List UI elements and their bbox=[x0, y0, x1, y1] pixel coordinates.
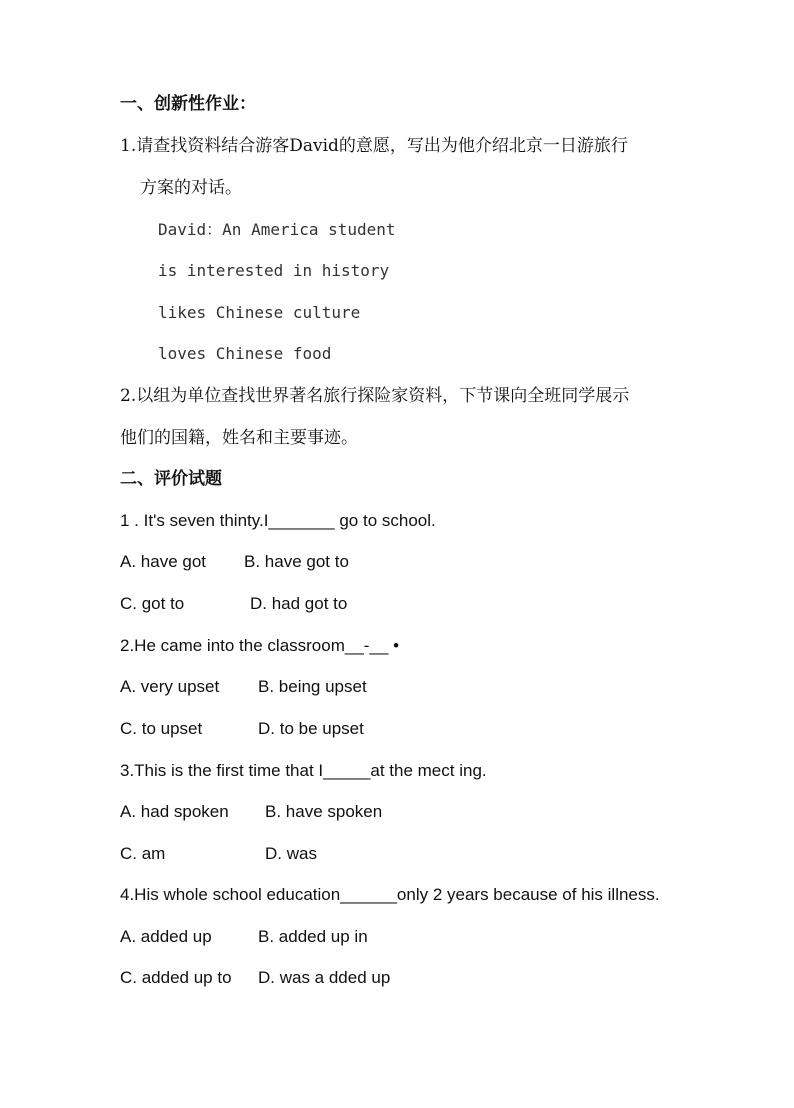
task1-line1: 1.请查找资料结合游客David的意愿，写出为他介绍北京一日游旅行 bbox=[120, 136, 628, 156]
task2-line2: 他们的国籍，姓名和主要事迹。 bbox=[120, 428, 358, 448]
question-1-stem: 1 . It's seven thinty.I_______ go to school. bbox=[120, 511, 436, 530]
question-1-option-b: B. have got to bbox=[244, 552, 349, 571]
question-3-option-b: B. have spoken bbox=[265, 802, 383, 821]
profile-line-3: likes Chinese culture bbox=[158, 303, 361, 322]
question-4-option-c: C. added up to bbox=[120, 968, 232, 987]
question-2-stem: 2.He came into the classroom__-__ • bbox=[120, 636, 400, 655]
profile-line-2: is interested in history bbox=[158, 261, 390, 280]
profile-line-4: loves Chinese food bbox=[158, 344, 332, 363]
question-2-option-d: D. to be upset bbox=[258, 719, 364, 738]
question-2-option-c: C. to upset bbox=[120, 719, 203, 738]
task1-line2: 方案的对话。 bbox=[140, 178, 242, 198]
profile-line-1: David：An America student bbox=[158, 220, 396, 239]
question-3-options-row-2 bbox=[120, 842, 317, 866]
question-1-option-a: A. have got bbox=[120, 552, 207, 571]
task2-line1: 2.以组为单位查找世界著名旅行探险家资料，下节课向全班同学展示 bbox=[120, 386, 630, 406]
question-3-option-a: A. had spoken bbox=[120, 802, 229, 821]
question-3-stem: 3.This is the first time that I_____at the mect ing. bbox=[120, 761, 487, 780]
question-4-options-row-2 bbox=[120, 966, 390, 990]
question-1-options-row-1 bbox=[120, 550, 349, 574]
section1-title: 一、创新性作业： bbox=[120, 94, 256, 114]
question-2-options-row-2 bbox=[120, 717, 364, 741]
question-4-option-b: B. added up in bbox=[258, 927, 368, 946]
question-2-option-b: B. being upset bbox=[258, 677, 367, 696]
question-1-option-d: D. had got to bbox=[250, 594, 348, 613]
question-3-option-d: D. was bbox=[265, 844, 317, 863]
question-2-option-a: A. very upset bbox=[120, 677, 220, 696]
question-4-option-d: D. was a dded up bbox=[258, 968, 391, 987]
question-3-options-row-1 bbox=[120, 800, 382, 824]
question-3-option-c: C. am bbox=[120, 844, 166, 863]
question-1-option-c: C. got to bbox=[120, 594, 185, 613]
question-1-options-row-2 bbox=[120, 592, 347, 616]
question-4-options-row-1 bbox=[120, 925, 368, 949]
section2-title: 二、评价试题 bbox=[120, 469, 222, 489]
question-4-option-a: A. added up bbox=[120, 927, 212, 946]
question-4-stem: 4.His whole school education______only 2 years because of his illness. bbox=[120, 885, 660, 904]
question-2-options-row-1 bbox=[120, 675, 367, 699]
